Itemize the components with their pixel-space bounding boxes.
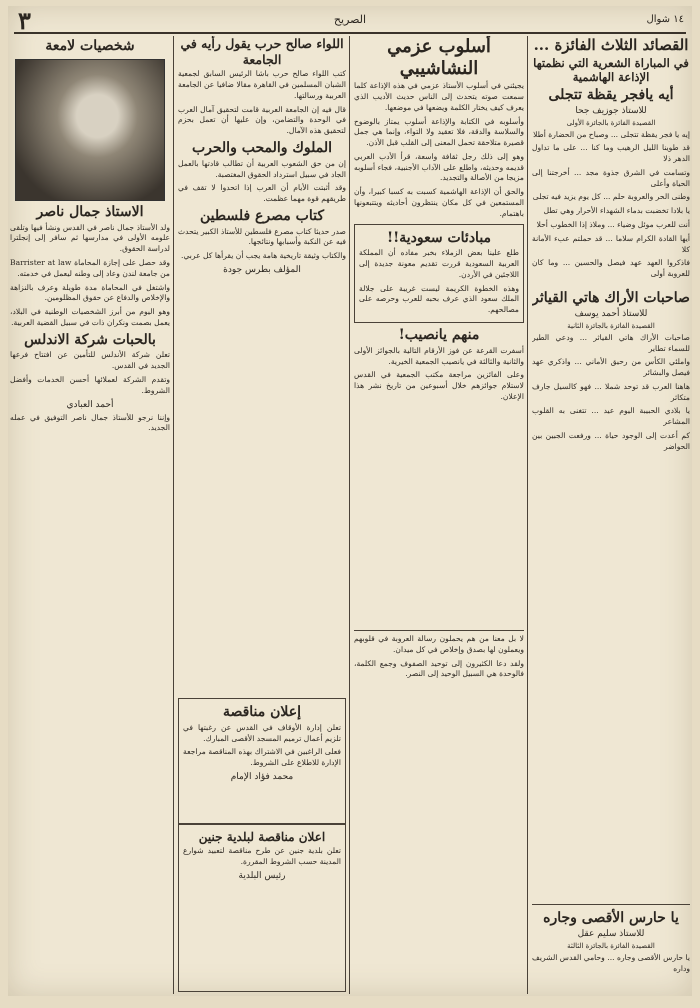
poem-prize: القصيدة الفائزة بالجائزة الأولى (566, 118, 656, 127)
verse: كم أعدت إلى الوجود حياة ... ورفعت الجبين بين الحواضر (532, 430, 690, 451)
column-nashashibi (354, 36, 524, 626)
column-poems (532, 36, 690, 994)
article-title: أسلوب عزمي النشاشيبي (387, 36, 491, 79)
article-subtitle: في المباراة الشعرية التي نظمتها الإذاعة الهاشمية (533, 56, 689, 85)
column-rule (527, 36, 528, 994)
poem2-verses (532, 333, 690, 453)
book-title: كتاب مصرع فلسطين (200, 207, 324, 224)
paragraph: والحق أن الإذاعة الهاشمية كسبت به كسبا كبيرا، وأن المستمعين في كل مكان ينتظرون أحاديثه ويتتبعونها باهتمام. (354, 187, 524, 218)
issue-date: ١٤ شوال (646, 14, 684, 25)
poem-verses (532, 130, 690, 280)
paragraph: وإننا نرجو للأستاذ جمال ناصر التوفيق في عمله الجديد. (10, 412, 170, 433)
verse: يا بلادي الحبيبة اليوم عيد ... تتغنى به القلوب المشاعر (532, 406, 690, 427)
paragraph: ولقد دعا الكثيرون إلى توحيد الصفوف وجمع الكلمة، فالوحدة هي السبيل الوحيد إلى النصر. (354, 658, 524, 679)
paper-name: الصريح (333, 13, 367, 26)
paragraph: قال فيه إن الجامعة العربية قامت لتحقيق آمال العرب في الوحدة والتضامن، وإن عليها أن تعمل بحزم لتحقيق هذه الآمال. (178, 104, 346, 136)
divider (354, 630, 524, 631)
paragraph: وقد أثبتت الأيام أن العرب إذا اتحدوا لا تقف في طريقهم قوة مهما عظمت. (178, 183, 346, 204)
paragraph: وقد حصل على إجازة المحاماة Barrister at law من جامعة لندن وعاد إلى وطنه ليعمل في خدمته. (10, 257, 170, 278)
book-author: المؤلف بطرس جودة (223, 265, 301, 275)
article-title: اللواء صالح حرب يقول رأيه في الجامعة (180, 36, 344, 67)
column-rule (173, 36, 174, 994)
verse: أيها القادة الكرام سلاما ... قد حملتم عبء الأمانة كلا (532, 233, 690, 254)
paragraph: وأسلوبه في الكتابة والإذاعة أسلوب يمتاز بالوضوح والسلاسة والدقة، فلا تعقيد ولا التواء، وإنما هي جمل قصيرة متلاحقة تحمل المعنى إلى القلب قبل الأذن. (354, 116, 524, 148)
paragraph: إن من حق الشعوب العربية أن تطالب قادتها بالعمل الجاد في سبيل استرداد الحقوق المغتصبة. (178, 158, 346, 179)
boxed-article (354, 224, 524, 323)
ad-title: اعلان مناقصة لبلدية جنين (198, 830, 326, 844)
paragraph: والكتاب وثيقة تاريخية هامة يجب أن يقرأها كل عربي. (181, 251, 346, 261)
verse: فاذكروا العهد عهد فيصل والحسين ... وما كان للعروبة أولى (532, 258, 690, 279)
paragraph: تعلن إدارة الأوقاف في القدس عن رغبتها في تلزيم أعمال ترميم المسجد الأقصى المبارك. (183, 722, 341, 743)
paragraph: وعلى الفائزين مراجعة مكتب الجمعية في القدس لاستلام جوائزهم خلال أسبوعين من تاريخ نشر هذا الإعلان. (354, 370, 524, 401)
box-title: مبادئات سعودية!! (386, 229, 492, 246)
poem2-title: صاحبات الأراك هاتي القياثر (532, 289, 690, 306)
section-title: الملوك والمحب والحرب (191, 139, 333, 156)
verse: قد طوينا الليل الرهيب وما كنا ... على ما تداول الدهر ذلا (532, 143, 690, 164)
paragraph: يجيئني في أسلوب الأستاذ عزمي في هذه الإذاعة كلما سمعت صوته يتحدث إلى الناس حديث الأديب الذي يعرف كيف يختار الكلمة ويضعها في موضعها. (354, 81, 524, 112)
paragraph: وهو اليوم من أبرز الشخصيات الوطنية في البلاد، يعمل بصمت ونكران ذات في سبيل القضية العربية. (10, 307, 170, 327)
ad-signature: محمد فؤاد الإمام (230, 771, 294, 782)
verse: يا حارس الأقصى وجاره ... وحامي القدس الشريف وداره (532, 952, 690, 973)
paragraph: وتقدم الشركة لعملائها أحسن الخدمات وأفضل الشروط. (10, 374, 170, 395)
page-number: ٣ (18, 6, 31, 35)
jenin-tender-ad (178, 824, 346, 992)
verse: يا بلادا تخضبت بدماء الشهداء الأحرار وهي تطل (543, 206, 690, 216)
verse: هاهنا العرب قد توحد شملا ... فهو كالسيل جارف متكاثر (532, 381, 690, 402)
paragraph: أسفرت القرعة عن فوز الأرقام التالية بالجوائز الأولى والثانية والثالثة في يانصيب الجمعية الخيرية. (354, 345, 524, 366)
poem3-author: للاستاذ سليم عقل (577, 928, 645, 939)
person-name: الاستاذ جمال ناصر (36, 203, 144, 220)
verse: إيه يا فجر يقظة تتجلى ... وصباح من الحضارة أطلا (533, 129, 690, 139)
paragraph: طلع علينا بعض الزملاء بخبر مفاده أن المملكة العربية السعودية قررت تقديم معونة جديدة إلى اللاجئين في الأردن. (359, 248, 519, 279)
paragraph: وهذه الخطوة الكريمة ليست غريبة على جلالة الملك سعود الذي عرف بحبه للعرب وحرصه على مصالحهم. (359, 283, 519, 315)
poem3-block (532, 908, 690, 994)
poem3-title: يا حارس الأقصى وجاره (543, 910, 679, 926)
column-header: شخصيات لامعة (45, 38, 135, 54)
divider (532, 904, 690, 905)
paragraph: تعلن شركة الأندلس للتأمين عن افتتاح فرعها الجديد في القدس. (10, 350, 170, 371)
verse: وتسامت في الشرق جذوة مجد ... أخرجتنا إلى الحياة وأعلى (532, 167, 690, 188)
verse: أنت للعرب موئل وضياء ... وملاذ إذا الخطوب أحلا (536, 220, 690, 230)
paragraph: كتب اللواء صالح حرب باشا الرئيس السابق لجمعية الشبان المسلمين في القاهرة مقالا ضافيا عن الجامعة العربية ورسالتها. (178, 69, 346, 100)
paragraph: واشتغل في المحاماة مدة طويلة وعرف بالنزاهة والإخلاص والدفاع عن حقوق المظلومين. (10, 282, 170, 303)
paragraph: تعلن بلدية جنين عن طرح مناقصة لتعبيد شوارع المدينة حسب الشروط المقررة. (183, 846, 341, 867)
poem2-prize: القصيدة الفائزة بالجائزة الثانية (567, 321, 655, 330)
column-personalities (10, 36, 170, 994)
section-signature: أحمد العبادي (66, 399, 114, 410)
ad-signature: رئيس البلدية (238, 870, 286, 881)
page-header (14, 6, 686, 35)
contest-title: منهم يانصيب! (398, 327, 480, 344)
paragraph: ولد الأستاذ جمال ناصر في القدس ونشأ فيها وتلقى علومه الأولى في مدارسها ثم سافر إلى إنجلترا لدراسة الحقوق. (10, 222, 170, 254)
verse: وطنى الحر والعروبة حلم ... كل يوم يزيد فيه تجلى (532, 192, 690, 202)
column-rule (349, 36, 350, 994)
newspaper-page (8, 6, 692, 996)
poem-title: أيه يافجر يقظة تتجلى (548, 86, 674, 103)
paragraph: فعلى الراغبين في الاشتراك بهذه المناقصة مراجعة الإدارة للاطلاع على الشروط. (183, 747, 341, 768)
column-unity (354, 634, 524, 994)
poem-author: للاستاذ جوزيف جحا (575, 105, 647, 116)
section-title: بالحبات شركة الاندلس (24, 331, 156, 348)
article-title: القصائد الثلاث الفائزة ... (533, 36, 689, 54)
tender-ad (178, 698, 346, 824)
paragraph: لا بل معنا من هم يحملون رسالة العروبة في قلوبهم ويعملون لها بصدق وإخلاص في كل ميدان. (354, 634, 524, 654)
paragraph: صدر حديثا كتاب مصرع فلسطين للأستاذ الكبير يتحدث فيه عن النكبة وأسبابها ونتائجها. (178, 226, 346, 247)
verse: صاحبات الأراك هاتي القياثر ... ودعي الطير للسماء تطاير (532, 332, 690, 353)
poem3-prize: القصيدة الفائزة بالجائزة الثالثة (567, 941, 655, 950)
poem2-author: للاستاذ أحمد يوسف (574, 308, 648, 319)
portrait-photo (15, 59, 164, 201)
verse: واملئي الكأس من رحيق الأماني ... واذكري عهد فيصل والبشائر (532, 357, 690, 378)
column-harb (178, 36, 346, 694)
ad-title: إعلان مناقصة (222, 704, 302, 720)
paragraph: وهو إلى ذلك رجل ثقافة واسعة، قرأ الأدب العربي قديمه وحديثه، واطلع على الآداب الأجنبية، فجاء أسلوبه مزيجا من الأصالة والتجديد. (354, 151, 524, 183)
